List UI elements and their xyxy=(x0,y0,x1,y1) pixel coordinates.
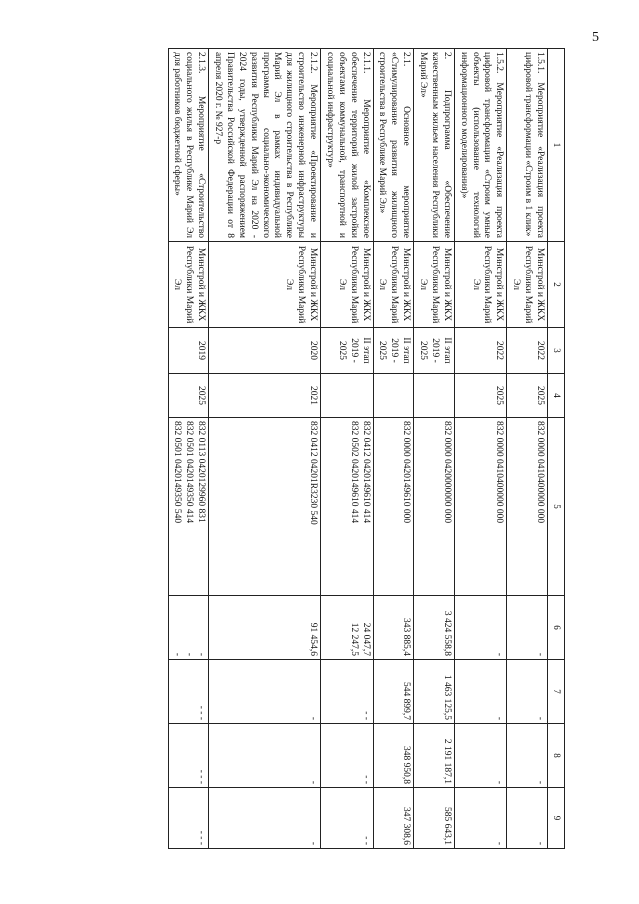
table-row xyxy=(209,49,321,849)
cell-col9: - - - xyxy=(168,788,209,849)
cell-activity: 2. Подпрограмма «Обеспечение качественным жильем населения Республики Марий Эл» xyxy=(414,49,455,242)
cell-budget-code-line: 832 0000 0420000000 000 xyxy=(441,421,452,524)
header-col-8: 8 xyxy=(548,724,565,788)
cell-col9: 585 643,1 xyxy=(414,788,455,849)
cell-executor: Минстрой и ЖКХ Республики Марий Эл xyxy=(321,242,374,328)
cell-col6-line: 343 885,4 xyxy=(401,618,412,656)
cell-budget-code-line: 832 0000 0410400000 000 xyxy=(535,421,545,524)
cell-budget-code-line: 832 0412 04201R3230 540 xyxy=(308,421,319,525)
cell-start: 2019 xyxy=(168,328,209,374)
cell-col6 xyxy=(454,596,507,660)
cell-budget-code-line: 832 0501 0420149350 540 xyxy=(172,421,183,524)
cell-activity: 2.1.2. Мероприятие «Проектирование и строительство инженерной инфраструктуры для жилищного строительства в Республике Марий Эл в рамках индивидуальной программы социально-экономического развития Республики Марий Эл на 2020 - 2024 годы, утвержденной распоряжением Правительства Российской Федерации от 8 апреля 2020 г. № 927-р xyxy=(209,49,321,242)
header-col-7: 7 xyxy=(548,660,565,724)
cell-budget-code-line: 832 0000 0420149610 000 xyxy=(401,421,412,524)
cell-col6-line: 12 247,5 xyxy=(348,622,359,656)
cell-budget-code xyxy=(321,418,374,596)
cell-activity: 2.1. Основное мероприятие «Стимулирование развития жилищного строительства в Республике Марий Эл» xyxy=(373,49,414,242)
header-row xyxy=(548,49,565,849)
cell-col6 xyxy=(209,596,321,660)
cell-col9: - xyxy=(209,788,321,849)
rotated-table-container xyxy=(85,48,565,848)
cell-col6-line: - xyxy=(494,652,505,656)
cell-col6-line: 91 454,6 xyxy=(308,622,319,656)
cell-col6 xyxy=(168,596,209,660)
cell-budget-code xyxy=(168,418,209,596)
cell-col6 xyxy=(414,596,455,660)
header-col-5: 5 xyxy=(548,418,565,596)
table-row xyxy=(373,49,414,849)
cell-col6-line: 24 047,7 xyxy=(360,622,371,656)
cell-start: 2020 xyxy=(209,328,321,374)
cell-budget-code-line: 832 0000 0410400000 000 xyxy=(494,421,505,524)
header-col-4: 4 xyxy=(548,374,565,418)
header-col-9: 9 xyxy=(548,788,565,849)
header-col-6: 6 xyxy=(548,596,565,660)
cell-end: 2025 xyxy=(168,374,209,418)
cell-start: II этап 2019 - 2025 xyxy=(321,328,374,374)
cell-col9: - xyxy=(454,788,507,849)
cell-start: II этап 2019 - 2025 xyxy=(414,328,455,374)
table-row xyxy=(168,49,209,849)
cell-col6-line: 3 424 558,8 xyxy=(441,610,452,656)
cell-col7: - - xyxy=(321,660,374,724)
table-row xyxy=(507,49,548,849)
cell-col8: - xyxy=(454,724,507,788)
cell-end: 2025 xyxy=(454,374,507,418)
cell-budget-code-line: 832 0412 0420149610 414 xyxy=(360,421,371,524)
budget-table xyxy=(168,48,565,849)
cell-activity: 2.1.1. Мероприятие «Комплексное обеспечение территорий жилой застройки объектами коммунальной, транспортной и социальной инфраструктур» xyxy=(321,49,374,242)
page-number: 5 xyxy=(592,30,599,45)
table-body xyxy=(168,49,547,849)
cell-col7: 1 463 125,5 xyxy=(414,660,455,724)
cell-activity: 1.5.1. Мероприятие «Реализация проекта цифровой трансформации «Строим в 1 клик» xyxy=(507,49,548,242)
table-row xyxy=(321,49,374,849)
cell-executor: Минстрой и ЖКХ Республики Марий Эл xyxy=(209,242,321,328)
cell-start: 2022 xyxy=(507,328,548,374)
cell-col7: - xyxy=(507,660,548,724)
cell-executor: Минстрой и ЖКХ Республики Марий Эл xyxy=(373,242,414,328)
cell-col6 xyxy=(507,596,548,660)
cell-budget-code xyxy=(373,418,414,596)
header-col-2: 2 xyxy=(548,242,565,328)
cell-activity: 1.5.2. Мероприятие «Реализация проекта цифровой трансформации «Строим умные объекты (использование технологий информационного моделирования)» xyxy=(454,49,507,242)
cell-budget-code-line: 832 0502 0420149610 414 xyxy=(348,421,359,524)
cell-col8: 348 950,8 xyxy=(373,724,414,788)
cell-budget-code-line: 832 0501 0420149350 414 xyxy=(184,421,195,524)
cell-col6-line: - xyxy=(184,652,195,656)
cell-end xyxy=(321,374,374,418)
cell-budget-code xyxy=(414,418,455,596)
cell-col7: - - - xyxy=(168,660,209,724)
cell-executor: Минстрой и ЖКХ Республики Марий Эл xyxy=(168,242,209,328)
cell-budget-code xyxy=(454,418,507,596)
cell-end: 2025 xyxy=(507,374,548,418)
cell-col8: - xyxy=(209,724,321,788)
cell-col8: 2 191 187,1 xyxy=(414,724,455,788)
table-row xyxy=(414,49,455,849)
cell-col6-line: - xyxy=(535,652,545,656)
cell-col6 xyxy=(321,596,374,660)
cell-col7: - xyxy=(209,660,321,724)
cell-col7: 544 899,7 xyxy=(373,660,414,724)
cell-col9: - - xyxy=(321,788,374,849)
table-row xyxy=(454,49,507,849)
cell-col6-line: - xyxy=(172,652,183,656)
header-col-3: 3 xyxy=(548,328,565,374)
cell-col9: - xyxy=(507,788,548,849)
cell-activity: 2.1.3. Мероприятие «Строительство социального жилья в Республике Марий Эл для работников бюджетной сферы» xyxy=(168,49,209,242)
cell-executor: Минстрой и ЖКХ Республики Марий Эл xyxy=(454,242,507,328)
cell-budget-code xyxy=(507,418,548,596)
cell-end: 2021 xyxy=(209,374,321,418)
cell-col7: - xyxy=(454,660,507,724)
cell-executor: Минстрой и ЖКХ Республики Марий Эл xyxy=(507,242,548,328)
cell-col8: - xyxy=(507,724,548,788)
cell-col8: - - - xyxy=(168,724,209,788)
cell-budget-code xyxy=(209,418,321,596)
cell-end xyxy=(373,374,414,418)
cell-col6-line: - xyxy=(196,652,207,656)
cell-end xyxy=(414,374,455,418)
cell-start: 2022 xyxy=(454,328,507,374)
cell-budget-code-line: 832 0113 0420129960 831 xyxy=(196,421,207,523)
cell-executor: Минстрой и ЖКХ Республики Марий Эл xyxy=(414,242,455,328)
cell-col8: - - xyxy=(321,724,374,788)
cell-start: II этап 2019 - 2025 xyxy=(373,328,414,374)
header-col-1: 1 xyxy=(548,49,565,242)
cell-col9: 347 308,6 xyxy=(373,788,414,849)
cell-col6 xyxy=(373,596,414,660)
